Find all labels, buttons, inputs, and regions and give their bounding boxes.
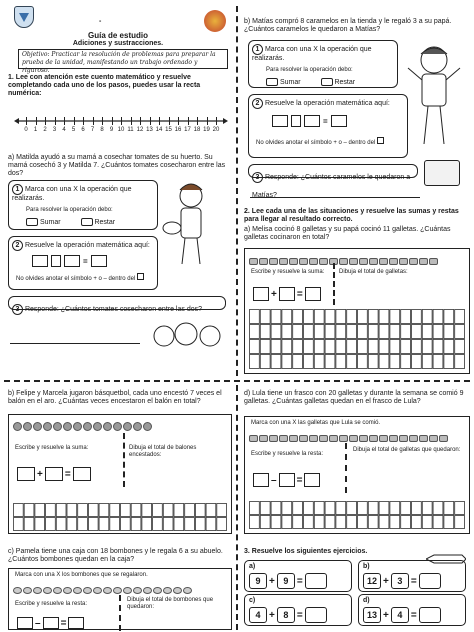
bombon-icon[interactable] <box>63 587 72 594</box>
cookie-icon[interactable] <box>349 435 358 442</box>
qb-answer-lines <box>250 184 420 198</box>
q1-instruction: Lee con atención este cuento matemático y resuelve completando cada uno de los pasos, puedes usar la recta numérica: <box>8 74 201 97</box>
q3-equals: = <box>296 609 303 621</box>
qb-operand2-box[interactable] <box>304 115 320 127</box>
bombon-icon[interactable] <box>153 587 162 594</box>
basketball-icon[interactable] <box>73 422 82 431</box>
cookie-icon[interactable] <box>329 435 338 442</box>
qb2-operand2-box[interactable] <box>45 467 63 481</box>
qc-minus: – <box>35 617 41 629</box>
qb2-plus: + <box>37 468 43 480</box>
qb-step3-label: Responde: ¿Cuántos caramelos le quedaron a Matías? <box>252 174 411 199</box>
basketball-icon[interactable] <box>33 422 42 431</box>
basketball-icon[interactable] <box>123 422 132 431</box>
school-logo-left <box>14 6 34 28</box>
number-line-tick <box>197 117 198 125</box>
q3-operand1: 9 <box>249 573 267 589</box>
qd-mark-label: Marca con una X las galletas que Lula se comió. <box>251 420 381 426</box>
number-line-label: 20 <box>212 127 220 133</box>
q3-answer-box[interactable] <box>419 607 441 623</box>
number-line-tick <box>93 117 94 125</box>
basketball-icon[interactable] <box>53 422 62 431</box>
number-line-tick <box>140 117 141 125</box>
number-line-label: 3 <box>52 127 57 133</box>
qd-equals: = <box>296 474 303 486</box>
q3-exercise-label: a) <box>249 563 256 570</box>
q3-answer-box[interactable] <box>419 573 441 589</box>
qc-operand1-box[interactable] <box>17 617 33 629</box>
cookie-icon[interactable] <box>389 435 398 442</box>
cookie-icon[interactable] <box>399 435 408 442</box>
basketball-icon[interactable] <box>113 422 122 431</box>
qd-divider <box>345 443 347 493</box>
cookie-icon[interactable] <box>249 258 258 265</box>
qb-para: Para resolver la operación debo: <box>266 67 353 73</box>
number-line-tick <box>45 117 46 125</box>
qb2-count-grid <box>13 503 227 531</box>
cookie-icon[interactable] <box>369 435 378 442</box>
qb-result-box[interactable] <box>331 115 347 127</box>
cookie-icon[interactable] <box>299 435 308 442</box>
horizontal-divider <box>4 380 470 382</box>
qa-operand1-box[interactable] <box>32 255 48 267</box>
q1-number: 1. <box>8 74 14 81</box>
vertical-divider-top <box>236 6 238 376</box>
cookie-icon[interactable] <box>249 435 258 442</box>
number-line-tick <box>74 117 75 125</box>
qa-step2-label: Resuelve la operación matemática aquí: <box>24 242 150 249</box>
basketballs-row <box>13 418 227 430</box>
qc-mark-label: Marca con una X los bombones que se regalaron. <box>15 572 148 578</box>
vertical-divider-bottom <box>236 385 238 630</box>
number-line-label: 8 <box>100 127 104 133</box>
q3-exercises <box>244 560 470 630</box>
bombon-icon[interactable] <box>33 587 42 594</box>
basketball-icon[interactable] <box>83 422 92 431</box>
qb2-right-label: Dibuja el total de balones encestados: <box>129 445 197 458</box>
cookie-icon[interactable] <box>289 435 298 442</box>
qa-step3-label: Responde: ¿Cuántos tomates cosecharon entre las dos? <box>24 306 203 313</box>
number-line-label: 13 <box>146 127 153 133</box>
q2a-result-box[interactable] <box>305 287 321 301</box>
qb-step3-number: 3 <box>252 172 263 183</box>
bombon-icon[interactable] <box>173 587 182 594</box>
qa-para: Para resolver la operación debo: <box>26 207 113 213</box>
qc-bombones-row <box>13 581 227 591</box>
objective-box: Objetivo: Practicar la resolución de problemas para preparar la prueba de la unidad, manifestando un trabajo ordenado y riguroso. <box>18 49 228 69</box>
qb-step1-number: 1 <box>252 44 263 55</box>
q2-instruction: Lee cada una de las situaciones y resuelve las sumas y restas para llegar al resultado correcto. <box>244 208 459 223</box>
q3-exercise <box>358 594 466 626</box>
qd-text: d) Lula tiene un frasco con 20 galletas y durante la semana se comió 9 galletas. ¿Cuántas galletas quedan en el frasco de Lula? <box>244 390 464 405</box>
q3-exercise <box>244 594 352 626</box>
q2a-text: a) Melisa cocinó 8 galletas y su papá cocinó 11 galletas. ¿Cuántas galletas cocinaron en total? <box>244 226 451 241</box>
q2a-operand1-box[interactable] <box>253 287 269 301</box>
qb2-equals: = <box>64 468 71 480</box>
qd-operand2-box[interactable] <box>279 473 295 487</box>
number-line-tick <box>131 117 132 125</box>
q2a-operand2-box[interactable] <box>279 287 295 301</box>
qa-restar-checkbox[interactable] <box>81 218 93 226</box>
q3-operand1: 12 <box>363 573 381 589</box>
cookie-icon[interactable] <box>339 435 348 442</box>
cookie-icon[interactable] <box>279 435 288 442</box>
qa-result-box[interactable] <box>91 255 107 267</box>
q3-number: 3. <box>244 548 250 555</box>
q1-text <box>8 74 230 98</box>
number-line-label: 16 <box>174 127 182 133</box>
number-line-tick <box>83 117 84 125</box>
qb-restar-label: Restar <box>334 78 356 86</box>
q3-instruction: Resuelve los siguientes ejercicios. <box>251 548 368 555</box>
cookie-icon[interactable] <box>379 435 388 442</box>
q3-text <box>244 548 444 556</box>
number-line-label: 14 <box>155 127 163 133</box>
qb-sumar-label: Sumar <box>279 78 301 86</box>
qd-panel <box>244 416 470 534</box>
qa-operator-box[interactable] <box>51 255 61 267</box>
qb-sumar-checkbox[interactable] <box>266 78 278 86</box>
qc-result-box[interactable] <box>68 617 84 629</box>
number-line-tick <box>121 117 122 125</box>
tomatoes-illustration <box>150 318 230 353</box>
basketball-icon[interactable] <box>63 422 72 431</box>
qa-sumar-label: Sumar <box>39 218 61 226</box>
q3-operand1: 13 <box>363 607 381 623</box>
qb2-result-box[interactable] <box>73 467 91 481</box>
q3-exercise <box>358 560 466 592</box>
qb-step1-box <box>248 40 398 88</box>
number-line-label: 7 <box>90 127 95 133</box>
q2a-count-grid <box>249 309 465 369</box>
qd-operand1-box[interactable] <box>253 473 269 487</box>
number-line-label: 1 <box>33 127 38 133</box>
bombon-icon[interactable] <box>93 587 102 594</box>
cookie-icon[interactable] <box>429 258 438 265</box>
q2a-divider <box>333 263 335 305</box>
number-line-tick <box>26 117 27 125</box>
qa-step1-number: 1 <box>12 184 23 195</box>
qa-step1-box <box>8 180 158 230</box>
cookie-icon[interactable] <box>279 258 288 265</box>
q2-text <box>244 208 468 224</box>
qa-answer-lines <box>10 318 140 344</box>
cookie-icon[interactable] <box>349 258 358 265</box>
cookie-icon[interactable] <box>309 435 318 442</box>
number-line-label: 15 <box>165 127 172 133</box>
q3-equals: = <box>296 575 303 587</box>
number-line-label: 17 <box>184 127 191 133</box>
qd-left-label: Escribe y resuelve la resta: <box>251 451 324 457</box>
qd-result-box[interactable] <box>304 473 320 487</box>
bombon-icon[interactable] <box>73 587 82 594</box>
bombon-icon[interactable] <box>143 587 152 594</box>
qa-step3-number: 3 <box>12 304 23 315</box>
header-dash: - <box>99 18 102 25</box>
qa-step2-box <box>8 236 158 290</box>
cookie-icon[interactable] <box>419 258 428 265</box>
cookie-icon[interactable] <box>419 435 428 442</box>
number-line-label: 19 <box>203 127 210 133</box>
bombon-icon[interactable] <box>113 587 122 594</box>
basketball-icon[interactable] <box>143 422 152 431</box>
number-line-tick <box>188 117 189 125</box>
qa-restar-label: Restar <box>94 218 116 226</box>
cookie-icon[interactable] <box>389 258 398 265</box>
qb-text: b) Matías compró 8 caramelos en la tienda y le regaló 3 a su papá. ¿Cuántos caramelos le quedaron a Matías? <box>244 18 452 33</box>
q3-exercise-label: d) <box>363 597 370 604</box>
q3-operator: + <box>269 575 275 587</box>
q2a-plus: + <box>271 288 277 300</box>
number-line-label: 4 <box>62 127 66 133</box>
number-line-label: 2 <box>43 127 47 133</box>
q3-operator: + <box>383 609 389 621</box>
cookie-icon[interactable] <box>409 258 418 265</box>
bombon-icon[interactable] <box>163 587 172 594</box>
cookie-icon[interactable] <box>319 435 328 442</box>
qb-step2-label: Resuelve la operación matemática aquí: <box>264 100 390 107</box>
cookie-icon[interactable] <box>259 258 268 265</box>
candy-box-illustration <box>424 160 460 186</box>
qb-step1-label: Marca con una X la operación que realizarás. <box>252 46 372 62</box>
cookie-icon[interactable] <box>269 258 278 265</box>
q3-operand2: 8 <box>277 607 295 623</box>
bombon-icon[interactable] <box>83 587 92 594</box>
number-line-tick <box>178 117 179 125</box>
qb2-divider <box>123 433 125 487</box>
number-line-tick <box>102 117 103 125</box>
q3-answer-box[interactable] <box>305 607 327 623</box>
qb-step2-number: 2 <box>252 98 263 109</box>
q3-exercise-label: b) <box>363 563 370 570</box>
cookie-icon[interactable] <box>399 258 408 265</box>
number-line-tick <box>64 117 65 125</box>
qb-remember: No olvides anotar el símbolo + o – dentro del <box>256 137 404 147</box>
qa-step1-label: Marca con una X la operación que realizarás. <box>12 186 132 202</box>
bombon-icon[interactable] <box>13 587 22 594</box>
q3-equals: = <box>410 575 417 587</box>
number-line-label: 9 <box>109 127 114 133</box>
qc-operand2-box[interactable] <box>43 617 59 629</box>
cookie-icon[interactable] <box>379 258 388 265</box>
number-line-label: 10 <box>117 127 125 133</box>
q2a-cookies-row <box>249 252 465 262</box>
qc-equals: = <box>60 617 67 629</box>
qa-step2-number: 2 <box>12 240 23 251</box>
q3-operand1: 4 <box>249 607 267 623</box>
qd-count-grid <box>249 501 465 529</box>
number-line-tick <box>169 117 170 125</box>
qb-operand1-box[interactable] <box>272 115 288 127</box>
qa-sumar-checkbox[interactable] <box>26 218 38 226</box>
cookie-icon[interactable] <box>439 435 448 442</box>
q3-operator: + <box>269 609 275 621</box>
qb2-left-label: Escribe y resuelve la suma: <box>15 445 89 451</box>
bombon-icon[interactable] <box>133 587 142 594</box>
qb-step3-box <box>248 164 418 199</box>
number-line-label: 6 <box>81 127 85 133</box>
qb-step2-box <box>248 94 408 158</box>
number-line-tick <box>112 117 113 125</box>
qb2-text: b) Felipe y Marcela jugaron básquetbol, cada uno encestó 7 veces el balón en el aro. ¿Cuántas veces encestaron el balón en total? <box>8 390 222 405</box>
number-line-label: 12 <box>136 127 144 133</box>
qb2-panel <box>8 414 232 534</box>
q2a-left-label: Escribe y resuelve la suma: <box>251 269 325 275</box>
bombon-icon[interactable] <box>43 587 52 594</box>
q2a-equals: = <box>296 288 303 300</box>
cookie-icon[interactable] <box>319 258 328 265</box>
cookie-icon[interactable] <box>299 258 308 265</box>
cookie-icon[interactable] <box>259 435 268 442</box>
cookie-icon[interactable] <box>269 435 278 442</box>
qa-step3-box <box>8 296 226 313</box>
bombon-icon[interactable] <box>103 587 112 594</box>
qa-remember: No olvides anotar el símbolo + o – dentro del <box>16 273 154 283</box>
qa-text: a) Matilda ayudó a su mamá a cosechar tomates de su huerto. Su mamá cosechó 3 y Matilda 7. ¿Cuántos tomates cosecharon entre las dos? <box>8 154 226 177</box>
qd-cookies-row <box>249 429 465 439</box>
basketball-icon[interactable] <box>43 422 52 431</box>
q3-operand2: 9 <box>277 573 295 589</box>
q3-exercise <box>244 560 352 592</box>
number-line-label: 5 <box>71 127 76 133</box>
number-line-tick <box>216 117 217 125</box>
basketball-icon[interactable] <box>133 422 142 431</box>
qa-girl-illustration <box>160 178 222 268</box>
cookie-icon[interactable] <box>309 258 318 265</box>
cookie-icon[interactable] <box>369 258 378 265</box>
q3-answer-box[interactable] <box>305 573 327 589</box>
q3-operand2: 4 <box>391 607 409 623</box>
qa-equals: = <box>83 256 88 266</box>
basketball-icon[interactable] <box>13 422 22 431</box>
number-line-label: 18 <box>193 127 201 133</box>
bombon-icon[interactable] <box>53 587 62 594</box>
number-line-label: 11 <box>127 127 134 133</box>
cookie-icon[interactable] <box>359 435 368 442</box>
cookie-icon[interactable] <box>339 258 348 265</box>
q2a-right-label: Dibuja el total de galletas: <box>339 269 408 275</box>
q3-operator: + <box>383 575 389 587</box>
q3-operand2: 3 <box>391 573 409 589</box>
qb-restar-checkbox[interactable] <box>321 78 333 86</box>
qc-divider <box>119 595 121 631</box>
number-line <box>14 112 228 138</box>
qb2-operand1-box[interactable] <box>17 467 35 481</box>
q2-number: 2. <box>244 208 250 215</box>
bombon-icon[interactable] <box>23 587 32 594</box>
q2a-panel <box>244 248 470 374</box>
q3-equals: = <box>410 609 417 621</box>
qc-left-label: Escribe y resuelve la resta: <box>15 601 88 607</box>
cookie-icon[interactable] <box>409 435 418 442</box>
number-line-tick <box>150 117 151 125</box>
number-line-tick <box>207 117 208 125</box>
qb-boy-illustration <box>402 40 466 152</box>
basketball-icon[interactable] <box>23 422 32 431</box>
qc-panel <box>8 568 232 630</box>
qd-right-label: Dibuja el total de galletas que quedaron: <box>353 447 461 453</box>
cookie-icon[interactable] <box>359 258 368 265</box>
qb-equals: = <box>323 116 328 126</box>
basketball-icon[interactable] <box>103 422 112 431</box>
number-line-label: 0 <box>24 127 28 133</box>
qc-text: c) Pamela tiene una caja con 18 bombones y le regala 6 a su abuelo. ¿Cuántos bombones quedan en la caja? <box>8 548 223 563</box>
number-line-tick <box>159 117 160 125</box>
bombon-icon[interactable] <box>183 587 192 594</box>
page-subtitle: Adiciones y sustracciones. <box>72 40 164 47</box>
number-line-tick <box>36 117 37 125</box>
qa-operand2-box[interactable] <box>64 255 80 267</box>
qd-minus: – <box>271 474 277 486</box>
basketball-icon[interactable] <box>93 422 102 431</box>
qb-operator-box[interactable] <box>291 115 301 127</box>
number-line-tick <box>55 117 56 125</box>
cookie-icon[interactable] <box>289 258 298 265</box>
qc-right-label: Dibuja el total de bombones que quedaron: <box>127 597 214 610</box>
bombon-icon[interactable] <box>123 587 132 594</box>
page-title: Guía de estudio <box>87 31 148 40</box>
school-logo-right <box>204 10 226 32</box>
cookie-icon[interactable] <box>429 435 438 442</box>
q3-exercise-label: c) <box>249 597 256 604</box>
